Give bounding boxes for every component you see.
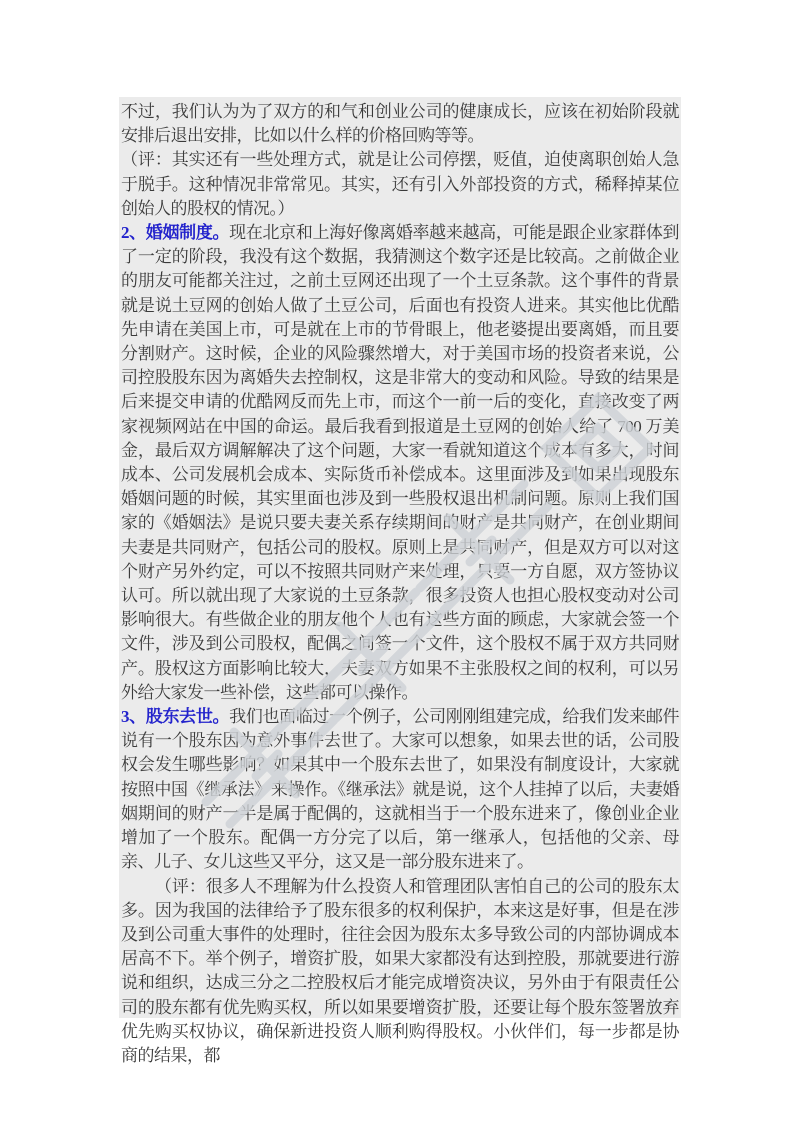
paragraph-text: （评：很多人不理解为什么投资人和管理团队害怕自己的公司的股东太多。因为我国的法律给予了股东很多的权利保护，本来这是好事，但是在涉及到公司重大事件的处理时，往往会因为股东太多导致公司的内部协调成本居高不下。举个例子，增资扩股，如果大家都没有达到控股，那就要进行游说和组织，达成三分之二控股权后才能完成增资决议，另外由于有限责任公司的股东都有优先购买权，所以如果要增资扩股，还要让每个股东签署放弃优先购买权协议，确保新进投资人顺利购得股权。小伙伴们，每一步都是协商的结果，都 [121, 876, 679, 1065]
comment-paragraph [121, 148, 679, 221]
paragraph [121, 100, 679, 148]
paragraph-text: 现在北京和上海好像离婚率越来越高，可能是跟企业家群体到了一定的阶段，我没有这个数据，我猜测这个数字还是比较高。之前做企业的朋友可能都关注过，之前土豆网还出现了一个土豆条款。这个事件的背景就是说土豆网的创始人做了土豆公司，后面也有投资人进来。其实他比优酷先申请在美国上市，可是就在上市的节骨眼上，他老婆提出要离婚，而且要分割财产。这时候，企业的风险骤然增大，对于美国市场的投资者来说，公司控股股东因为离婚失去控制权，这是非常大的变动和风险。导致的结果是后来提交申请的优酷网反而先上市，而这个一前一后的变化，直接改变了两家视频网站在中国的命运。最后我看到报道是土豆网的创始人给了 700 万美金，最后双方调解解决了这个问题，大家一看就知道这个成本有多大，时间成本、公司发展机会成本、实际货币补偿成本。这里面涉及到如果出现股东婚姻问题的时候，其实里面也涉及到一些股权退出机制问题。原则上我们国家的《婚姻法》是说只要夫妻关系存续期间的财产是共同财产，在创业期间夫妻是共同财产，包括公司的股权。原则上是共同财产，但是双方可以对这个财产另外约定，可以不按照共同财产来处理，只要一方自愿，双方签协议认可。所以就出现了大家说的土豆条款，很多投资人也担心股权变动对公司影响很大。有些做企业的朋友他个人也有这些方面的顾虑，大家就会签一个文件，涉及到公司股权，配偶之间签一个文件，这个股权不属于双方共同财产。股权这方面影响比较大，夫妻双方如果不主张股权之间的权利，可以另外给大家发一些补偿，这些都可以操作。 [121, 223, 680, 702]
comment-paragraph [121, 875, 679, 1069]
section-heading-shareholder-death: 3、股东去世。 [121, 707, 230, 727]
document-content [119, 97, 681, 1065]
paragraph-text: 不过，我们认为为了双方的和气和创业公司的健康成长，应该在初始阶段就安排后退出安排，比如以什么样的价格回购等等。 [121, 102, 679, 146]
paragraph-text: （评：其实还有一些处理方式，就是让公司停摆，贬值，迫使离职创始人急于脱手。这种情况非常常见。其实，还有引入外部投资的方式，稀释掉某位创始人的股权的情况。） [121, 150, 679, 218]
section-heading-marriage: 2、婚姻制度。 [121, 223, 230, 243]
paragraph-text: 我们也面临过一个例子，公司刚刚组建完成，给我们发来邮件说有一个股东因为意外事件去世了。大家可以想象，如果去世的话，公司股权会发生哪些影响？如果其中一个股东去世了，如果没有制度设计，大家就按照中国《继承法》来操作。《继承法》就是说，这个人挂掉了以后，夫妻婚姻期间的财产一半是属于配偶的，这就相当于一个股东进来了，像创业企业增加了一个股东。配偶一方分完了以后，第一继承人，包括他的父亲、母亲、儿子、女儿这些又平分，这又是一部分股东进来了。 [121, 707, 680, 872]
section-shareholder-death [121, 705, 679, 874]
section-marriage-system [121, 221, 679, 705]
